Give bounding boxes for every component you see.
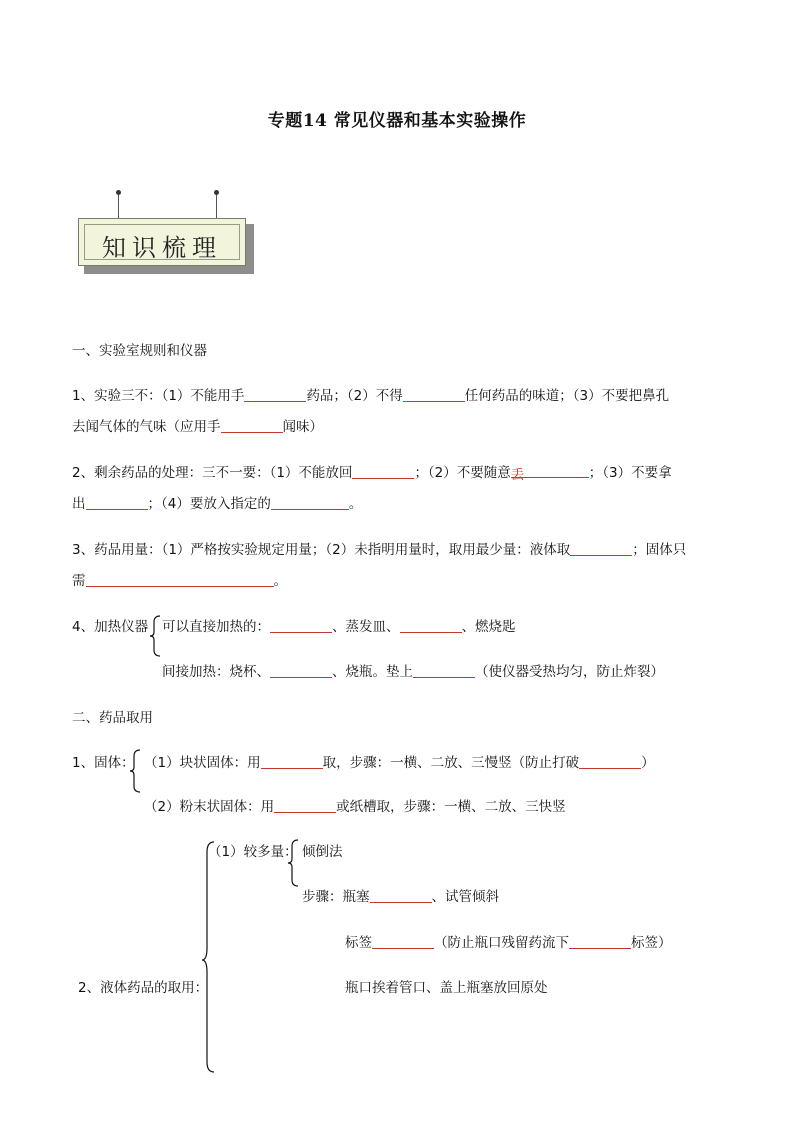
liquid-label: 标签 （防止瓶口残留药流下 标签） xyxy=(345,935,672,951)
item-2-line-1: 2、剩余药品的处理：三不一要：（1）不能放回 ；（2）不要随意丢 ；（3）不要拿 xyxy=(72,465,672,483)
item-4-direct: 可以直接加热的： 、蒸发皿、 、燃烧匙 xyxy=(162,619,516,635)
solid-powder: （2）粉末状固体：用 或纸槽取，步骤：一横、二放、三快竖 xyxy=(144,799,566,815)
item-3-line-2: 需 。 xyxy=(72,573,287,589)
liquid-pour: 倾倒法 xyxy=(302,844,343,860)
section-1-heading: 一、实验室规则和仪器 xyxy=(72,343,207,359)
page-title: 专题14 常见仪器和基本实验操作 xyxy=(267,111,527,131)
brace-liquid-much xyxy=(286,838,300,888)
solid-label: 1、固体： xyxy=(72,755,135,771)
item-3-line-1: 3、药品用量：（1）严格按实验规定用量；（2）未指明用量时，取用最少量：液体取 ；固体只 xyxy=(72,542,687,558)
banner-text: 知识梳理 xyxy=(102,234,222,262)
item-2-line-2: 出 ；（4）要放入指定的 。 xyxy=(72,496,363,512)
item-4-indirect: 间接加热：烧杯、 、烧瓶。垫上 （使仪器受热均匀，防止炸裂） xyxy=(162,664,664,680)
item-1-line-2: 去闻气体的气味（应用手 闻味） xyxy=(72,419,323,435)
brace-heating xyxy=(148,614,162,658)
liquid-step: 步骤：瓶塞 、试管倾斜 xyxy=(302,889,499,905)
item-1-line-1: 1、实验三不：（1）不能用手 药品；（2）不得 任何药品的味道；（3）不要把鼻孔 xyxy=(72,388,670,404)
solid-lump: （1）块状固体：用 取，步骤：一横、二放、三慢竖（防止打破 ） xyxy=(144,755,655,771)
liquid-mouth: 瓶口挨着管口、盖上瓶塞放回原处 xyxy=(345,980,548,996)
liquid-much: （1）较多量： xyxy=(208,844,298,860)
brace-solid xyxy=(128,748,142,794)
item-4-label: 4、加热仪器 xyxy=(72,619,149,635)
liquid-label-main: 2、液体药品的取用： xyxy=(78,980,209,996)
brace-liquid xyxy=(200,840,216,1076)
section-2-heading: 二、药品取用 xyxy=(72,710,153,726)
